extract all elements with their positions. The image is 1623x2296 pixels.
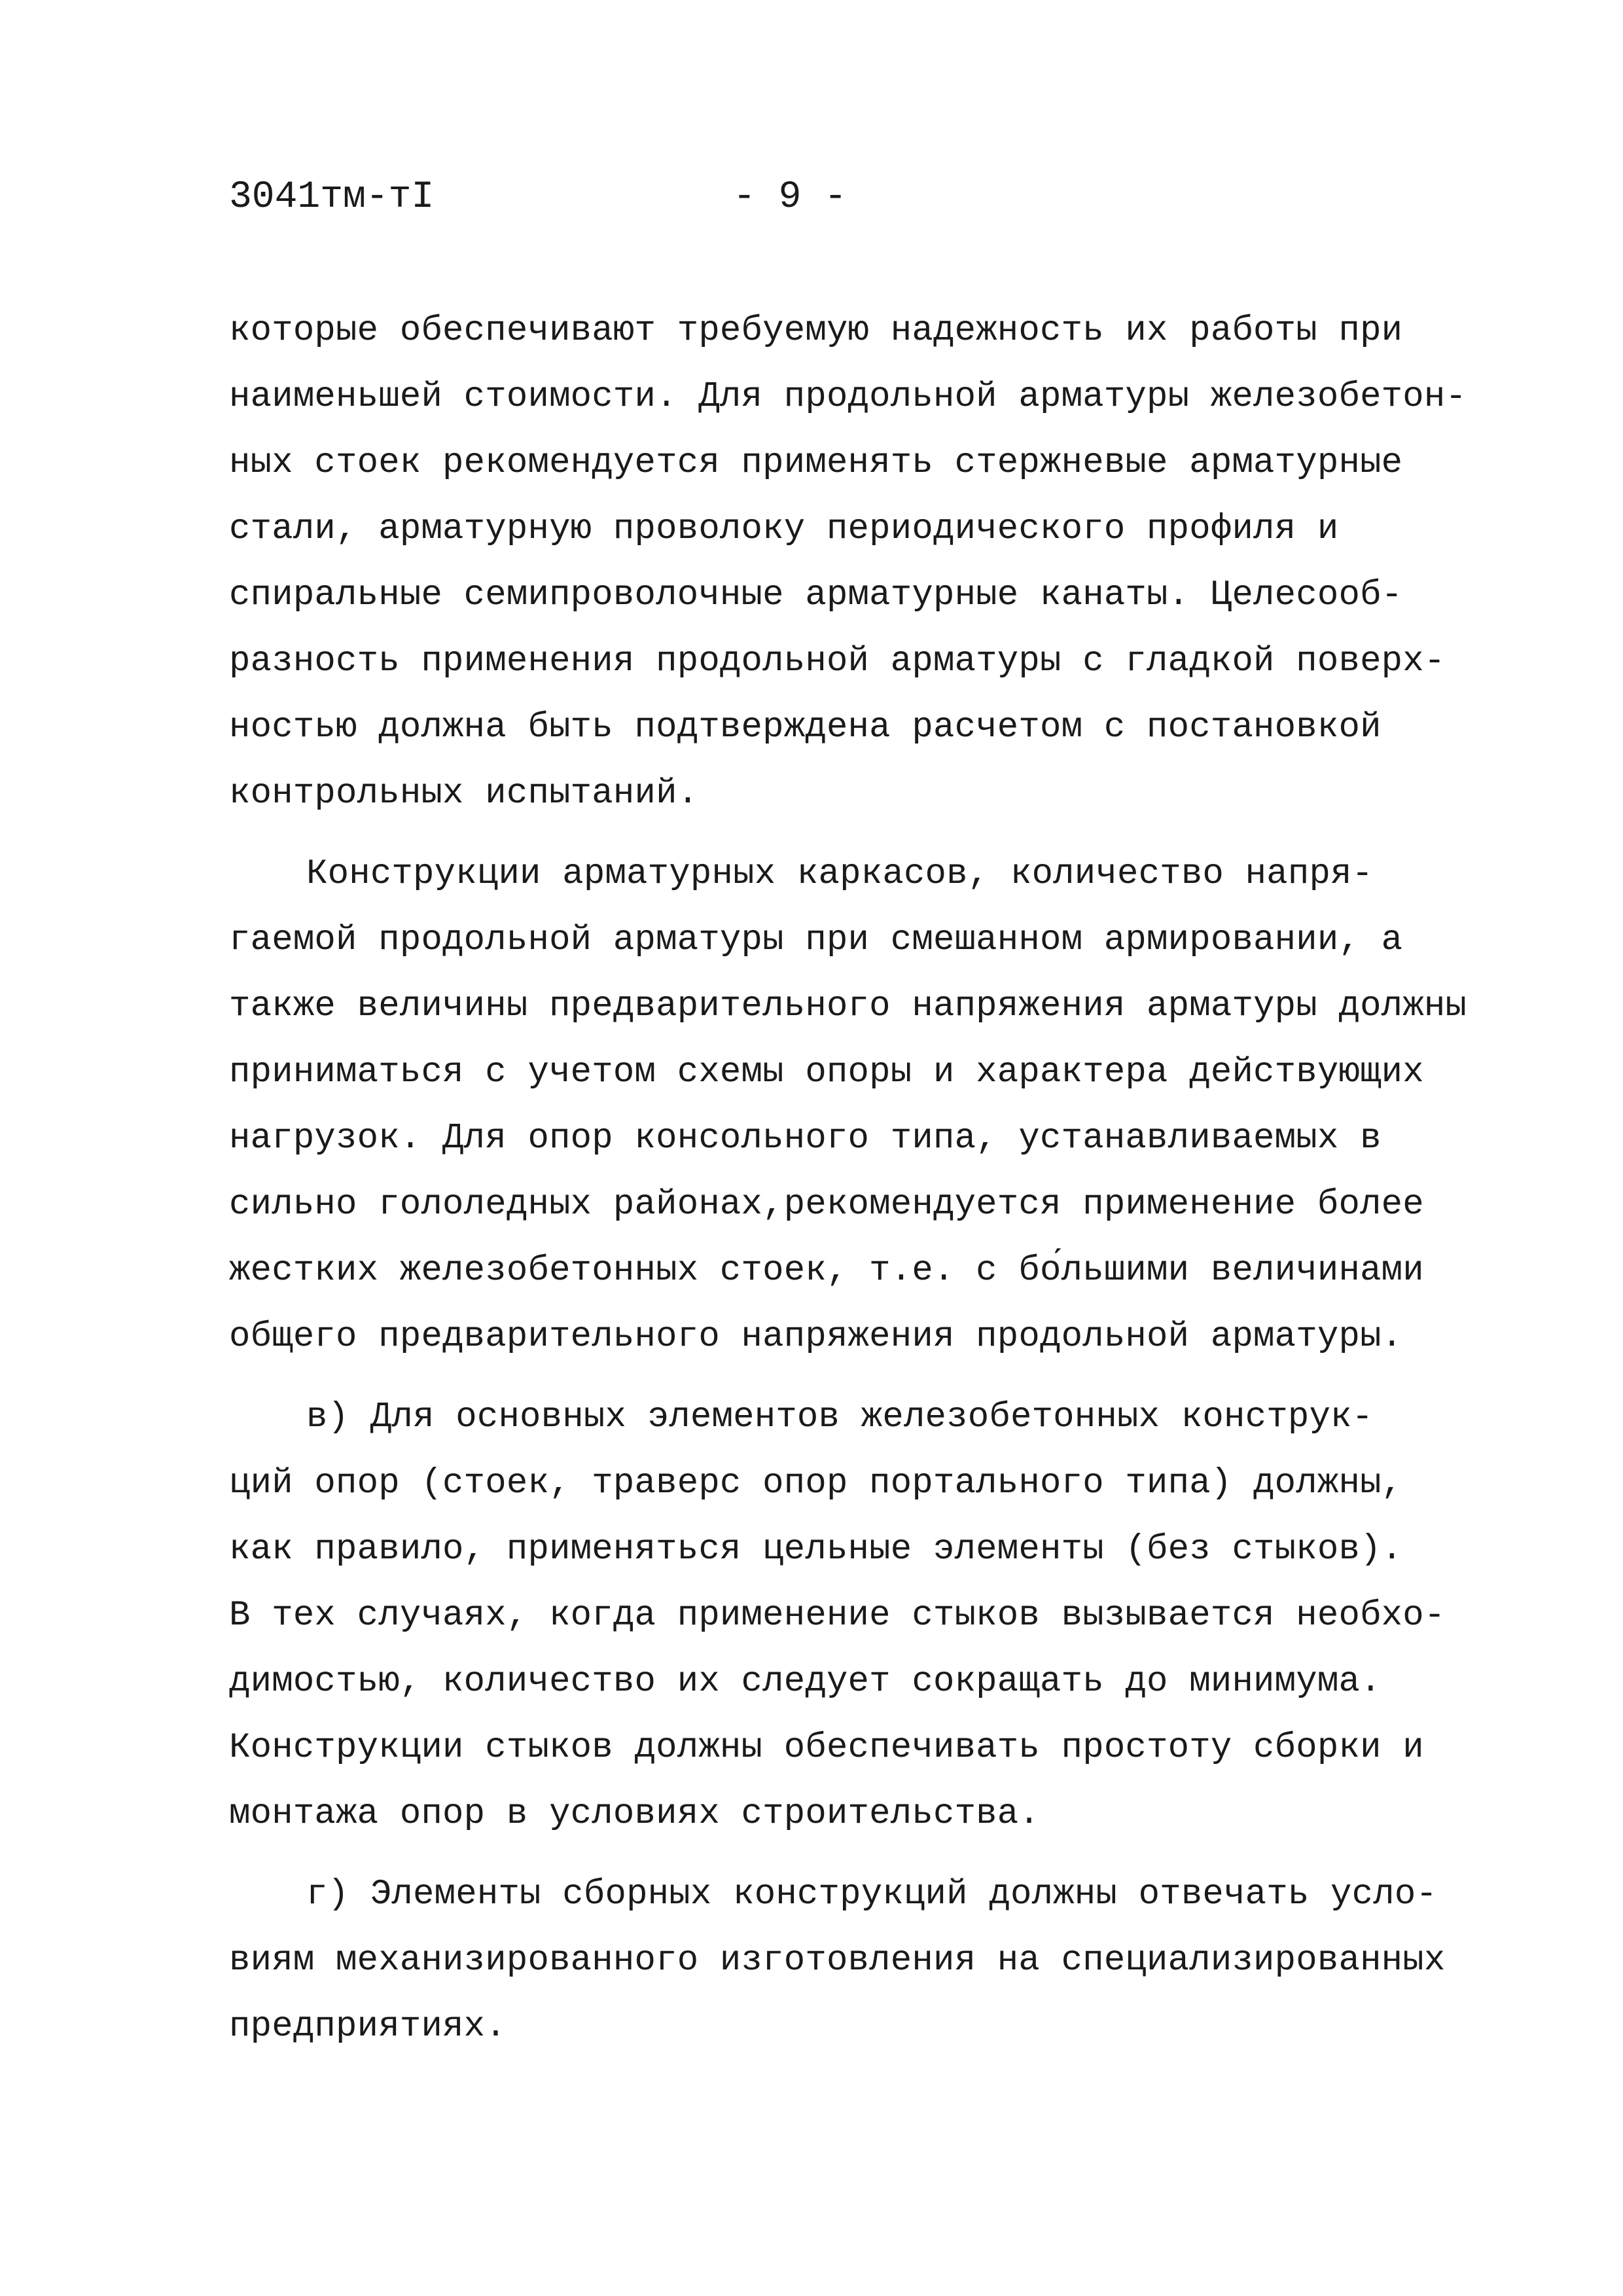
- text-line: ностью должна быть подтверждена расчетом с постановкой: [229, 708, 1382, 747]
- text-line: В тех случаях, когда применение стыков вызывается необхо-: [229, 1596, 1446, 1636]
- text-line: димостью, количество их следует сокращать до минимума.: [229, 1662, 1382, 1702]
- document-code: 3041тм-тI: [229, 176, 435, 219]
- paragraph-reinforcement-frames: [229, 841, 1467, 1370]
- text-line: контрольных испытаний.: [229, 774, 699, 814]
- text-line: г) Элементы сборных конструкций должны отвечать усло-: [306, 1874, 1438, 1914]
- page-number: - 9 -: [733, 176, 847, 219]
- page-header: [229, 171, 1407, 224]
- paragraph-reliability: [229, 298, 1467, 827]
- paragraph-item-g: [229, 1861, 1446, 2060]
- text-line: стали, арматурную проволоку периодического профиля и: [229, 509, 1339, 549]
- paragraph-item-v: [229, 1384, 1446, 1847]
- text-line: предприятиях.: [229, 2007, 507, 2047]
- text-line: Конструкции стыков должны обеспечивать простоту сборки и: [229, 1728, 1424, 1768]
- text-line: которые обеспечивают требуемую надежность их работы при: [229, 311, 1403, 351]
- text-line: общего предварительного напряжения продольной арматуры.: [229, 1317, 1403, 1357]
- text-line: в) Для основных элементов железобетонных конструк-: [306, 1397, 1374, 1437]
- text-line: как правило, применяться цельные элементы (без стыков).: [229, 1530, 1403, 1570]
- text-line: нагрузок. Для опор консольного типа, устанавливаемых в: [229, 1119, 1382, 1158]
- text-line: спиральные семипроволочные арматурные канаты. Целесооб-: [229, 575, 1403, 615]
- text-line: ных стоек рекомендуется применять стержневые арматурные: [229, 443, 1403, 483]
- text-line: Конструкции арматурных каркасов, количество напря-: [306, 854, 1374, 894]
- text-line: гаемой продольной арматуры при смешанном армировании, а: [229, 920, 1403, 960]
- text-line: виям механизированного изготовления на специализированных: [229, 1941, 1446, 1981]
- text-line: монтажа опор в условиях строительства.: [229, 1794, 1041, 1834]
- text-line: приниматься с учетом схемы опоры и характера действующих: [229, 1052, 1424, 1092]
- text-line: наименьшей стоимости. Для продольной арматуры железобетон-: [229, 377, 1467, 417]
- body-text: [229, 298, 1467, 2060]
- text-line: сильно гололедных районах,рекомендуется применение более: [229, 1185, 1424, 1225]
- text-line: также величины предварительного напряжения арматуры должны: [229, 986, 1467, 1026]
- text-line: ций опор (стоек, траверс опор портального типа) должны,: [229, 1463, 1403, 1503]
- text-line: жестких железобетонных стоек, т.е. с бо́льшими величинами: [229, 1251, 1424, 1291]
- text-line: разность применения продольной арматуры с гладкой поверх-: [229, 641, 1446, 681]
